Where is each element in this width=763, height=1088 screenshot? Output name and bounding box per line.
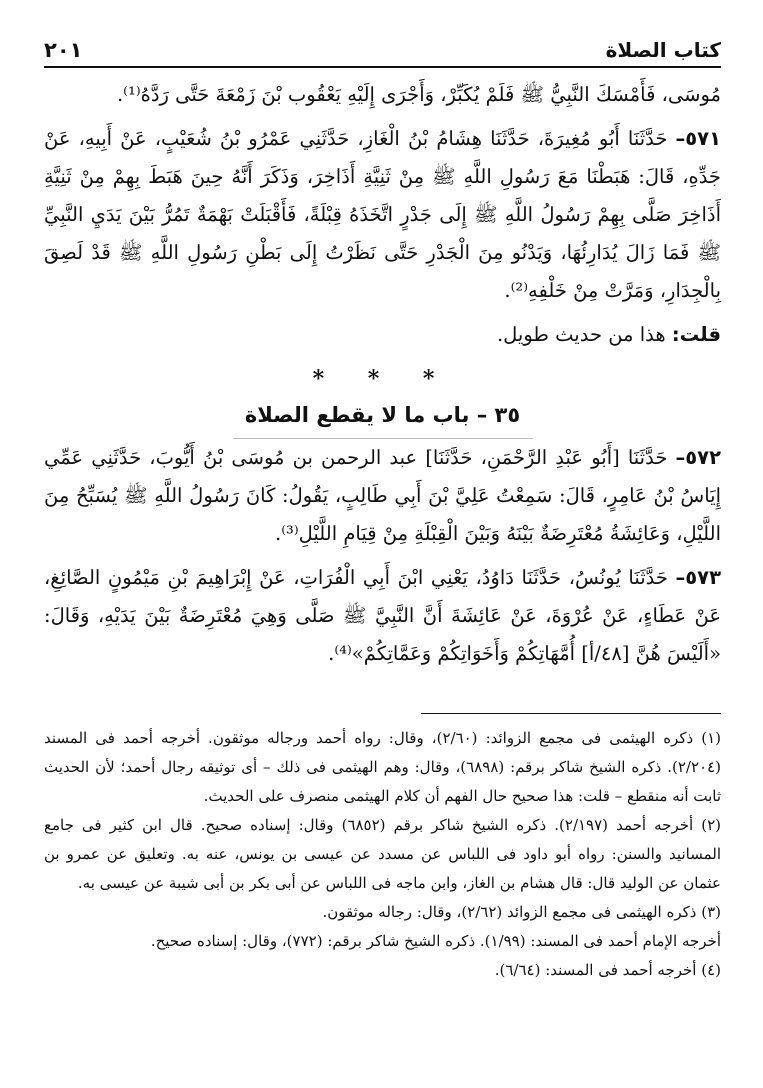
page-number: ٢٠١	[44, 38, 83, 62]
hadith-number: ٥٧٢–	[675, 446, 721, 469]
hadith-text: حَدَّثَنَا يُونُسُ، حَدَّثَنَا دَاوُدُ، يَعْنِي ابْنَ أَبِي الْفُرَاتِ، عَنْ إِبْرَاهِيمَ بْنِ مَيْمُونٍ الصَّائِغِ، عَنْ عَطَاءٍ، عَنْ عُرْوَةَ، عَنْ عَائِشَةَ أَنَّ النَّبِيَّ ﷺ صَلَّى وَهِيَ مُعْتَرِضَةٌ بَيْنَ يَدَيْهِ، وَقَالَ: «أَلَيْسَ هُنَّ [٤٨/أ] أُمَّهَاتِكُمْ وَأَخَوَاتِكُمْ وَعَمَّاتِكُمْ»⁽⁴⁾.	[44, 566, 721, 665]
footnote-1: (١) ذكره الهيثمى فى مجمع الزوائد: (٢/٦٠)، وقال: رواه أحمد ورجاله موثقون. أخرجه أحمد فى المسند (٢/٢٠٤). ذكره الشيخ شاكر برقم: (٦٨٩٨)، وقال: وهم الهيثمى فى ذلك – أى توثيقه رجال أحمد؛ لأن الحديث ثابت أنه منقطع – قلت: هذا صحيح حال الفهم أن كلام الهيثمى منصرف على الحديث.	[44, 729, 721, 805]
hadith-573	[44, 559, 721, 673]
hadith-text: حَدَّثَنَا أَبُو مُغِيرَةَ، حَدَّثَنَا هِشَامُ بْنُ الْغَازِ، حَدَّثَنِي عَمْرُو بْنُ شُعَيْبٍ، عَنْ أَبِيهِ، عَنْ جَدِّهِ، قَالَ: هَبَطْنَا مَعَ رَسُولِ اللَّهِ ﷺ مِنْ ثَنِيَّةِ أَذَاخِرَ، وَذَكَرَ أَنَّهُ حِينَ هَبَطَ بِهِمْ مِنْ ثَنِيَّةِ أَذَاخِرَ صَلَّى بِهِمْ رَسُولُ اللَّهِ ﷺ إِلَى جَدْرٍ اتَّخَذَهُ قِبْلَةً، فَأَقْبَلَتْ بَهْمَةٌ تَمُرُّ بَيْنَ يَدَيِ النَّبِيِّ ﷺ فَمَا زَالَ يُدَارِئُهَا، وَيَدْنُو مِنَ الْجَدْرِ حَتَّى نَظَرْتُ إِلَى بَطْنِ رَسُولِ اللَّهِ ﷺ قَدْ لَصِقَ بِالْجِدَارِ، وَمَرَّتْ مِنْ خَلْفِهِ⁽²⁾.	[44, 127, 721, 302]
commentary	[44, 316, 721, 354]
continuation-paragraph: مُوسَى، فَأَمْسَكَ النَّبِيُّ ﷺ فَلَمْ يُكَبِّرْ، وَأَجْرَى إِلَيْهِ يَعْقُوب بْنَ زَمْعَةَ حَتَّى رَدَّهُ⁽¹⁾.	[116, 83, 721, 106]
footnotes	[44, 724, 721, 985]
footnote-2: (٢) أخرجه أحمد (٢/١٩٧). ذكره الشيخ شاكر برقم (٦٨٥٢) وقال: إسناده صحيح. قال ابن كثير فى جامع المسانيد والسنن: رواه أبو داود فى اللباس عن مسدد عن عيسى بن يونس، عنه به. وتعليق عن عمرو بن عثمان عن الوليد قال: قال هشام بن الغاز، وابن ماجه فى اللباس عن أبى بكر بن أبى شيبة عن عيسى به.	[44, 816, 721, 892]
chapter-heading: ٣٥ – باب ما لا يقطع الصلاة	[244, 403, 521, 427]
commentary-label: قلت:	[671, 323, 721, 346]
hadith-number: ٥٧١–	[675, 127, 721, 150]
hadith-572	[44, 439, 721, 553]
running-header	[44, 38, 721, 68]
hadith-number: ٥٧٣–	[675, 566, 721, 589]
footnote-3-continued: أخرجه الإمام أحمد فى المسند: (١/٩٩). ذكره الشيخ شاكر برقم: (٧٧٢)، وقال: إسناده صحيح.	[150, 932, 721, 950]
footnote-4: (٤) أخرجه أحمد فى المسند: (٦/٦٤).	[494, 961, 721, 979]
hadith-text: حَدَّثَنَا [أَبُو عَبْدِ الرَّحْمَنِ، حَدَّثَنَا] عبد الرحمن بن مُوسَى بْنُ أَيُّوبَ، حَدَّثَنِي عَمِّي إِيَاسُ بْنُ عَامِرٍ، قَالَ: سَمِعْتُ عَلِيَّ بْنَ أَبِي طَالِبٍ، يَقُولُ: كَانَ رَسُولُ اللَّهِ ﷺ يُسَبِّحُ مِنَ اللَّيْلِ، وَعَائِشَةُ مُعْتَرِضَةٌ بَيْنَهُ وَبَيْنَ الْقِبْلَةِ مِنْ قِيَامِ اللَّيْلِ⁽³⁾.	[44, 446, 721, 545]
section-divider-stars: * * *	[312, 366, 453, 392]
book-title: كتاب الصلاة	[605, 38, 721, 62]
footnote-separator	[421, 713, 721, 714]
commentary-text: هذا من حديث طويل.	[496, 323, 672, 346]
footnote-3: (٣) ذكره الهيثمى فى مجمع الزوائد (٢/٦٢)، وقال: رجاله موثقون.	[322, 903, 721, 921]
hadith-571	[44, 120, 721, 310]
main-text	[44, 76, 721, 673]
